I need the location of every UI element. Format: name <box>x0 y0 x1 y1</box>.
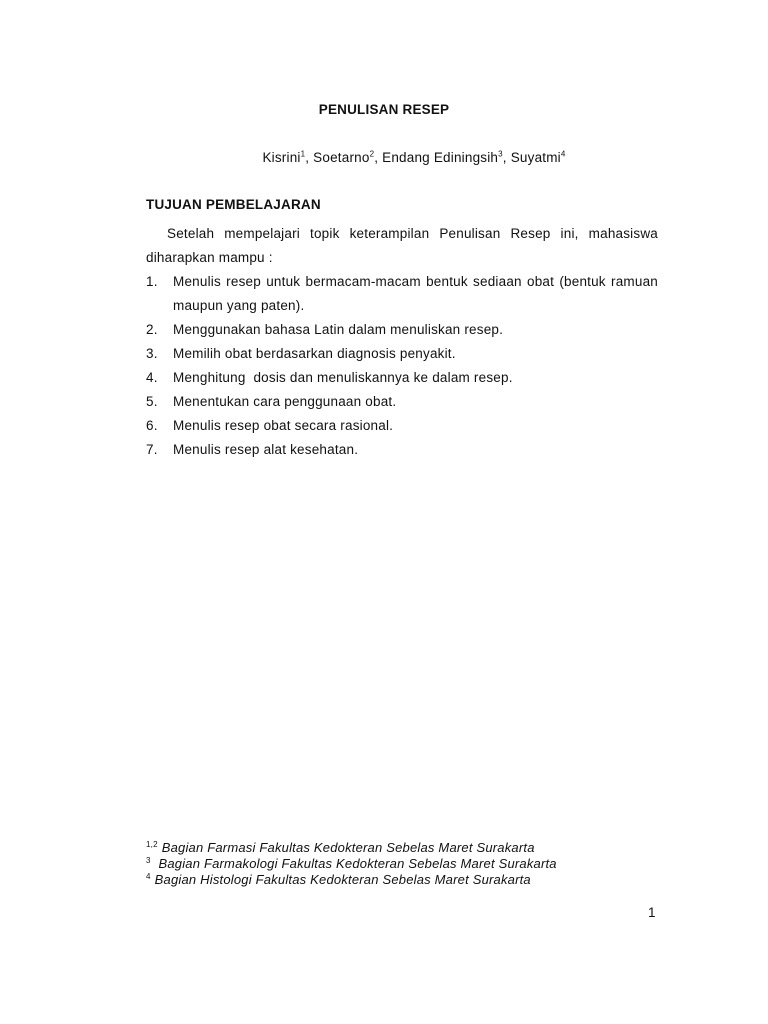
author-footnote-mark: 4 <box>560 149 566 159</box>
author-footnote-mark: 3 <box>498 149 503 159</box>
intro-line: diharapkan mampu : <box>146 250 273 265</box>
list-item-text: Menggunakan bahasa Latin dalam menuliskan resep. <box>173 322 504 337</box>
footnote-mark: 3 <box>146 855 151 865</box>
list-item-number: 2. <box>146 322 158 337</box>
intro-line: Setelah mempelajari topik keterampilan Penulisan Resep ini, mahasiswa <box>167 226 658 241</box>
footnote-text: Bagian Farmakologi Fakultas Kedokteran Sebelas Maret Surakarta <box>154 856 557 871</box>
list-item <box>146 270 658 318</box>
author-separator: , <box>374 150 383 165</box>
footnote-text: Bagian Farmasi Fakultas Kedokteran Sebelas Maret Surakarta <box>161 840 535 855</box>
document-title: PENULISAN RESEP <box>318 102 450 117</box>
list-item-number: 4. <box>146 370 158 385</box>
list-item-text: Menulis resep untuk bermacam-macam bentuk sediaan obat (bentuk ramuan maupun yang paten). <box>173 274 658 313</box>
list-item-number: 7. <box>146 442 158 457</box>
section-heading: TUJUAN PEMBELAJARAN <box>146 197 321 212</box>
list-item <box>146 342 658 366</box>
page-number: 1 <box>648 905 656 920</box>
footnote <box>146 840 666 856</box>
author-name: Kisrini <box>262 150 301 165</box>
list-item <box>146 318 658 342</box>
list-item-number: 3. <box>146 346 158 361</box>
author-separator: , <box>305 150 314 165</box>
list-item-text: Menentukan cara penggunaan obat. <box>173 394 397 409</box>
footnote-mark: 4 <box>146 871 151 881</box>
list-item-number: 6. <box>146 418 158 433</box>
list-item <box>146 366 658 390</box>
list-item <box>146 414 658 438</box>
list-item-text: Menulis resep alat kesehatan. <box>173 442 359 457</box>
footnote-text: Bagian Histologi Fakultas Kedokteran Sebelas Maret Surakarta <box>154 872 531 887</box>
author-footnote-mark: 1 <box>300 149 306 159</box>
intro-paragraph <box>146 222 658 270</box>
footnote-mark: 1,2 <box>146 839 158 849</box>
author-name: Suyatmi <box>510 150 561 165</box>
footnotes <box>146 840 666 888</box>
author-footnote-mark: 2 <box>369 149 375 159</box>
objectives-list <box>146 270 658 462</box>
list-item-number: 1. <box>146 274 158 289</box>
list-item-text: Menghitung dosis dan menuliskannya ke dalam resep. <box>173 370 513 385</box>
footnote <box>146 872 666 888</box>
footnote <box>146 856 666 872</box>
list-item-text: Menulis resep obat secara rasional. <box>173 418 394 433</box>
list-item <box>146 390 658 414</box>
list-item-text: Memilih obat berdasarkan diagnosis penyakit. <box>173 346 456 361</box>
list-item <box>146 438 658 462</box>
list-item-number: 5. <box>146 394 158 409</box>
author-separator: , <box>502 150 511 165</box>
author-name: Endang Ediningsih <box>382 150 499 165</box>
author-name: Soetarno <box>313 150 370 165</box>
author-line <box>30 150 768 165</box>
